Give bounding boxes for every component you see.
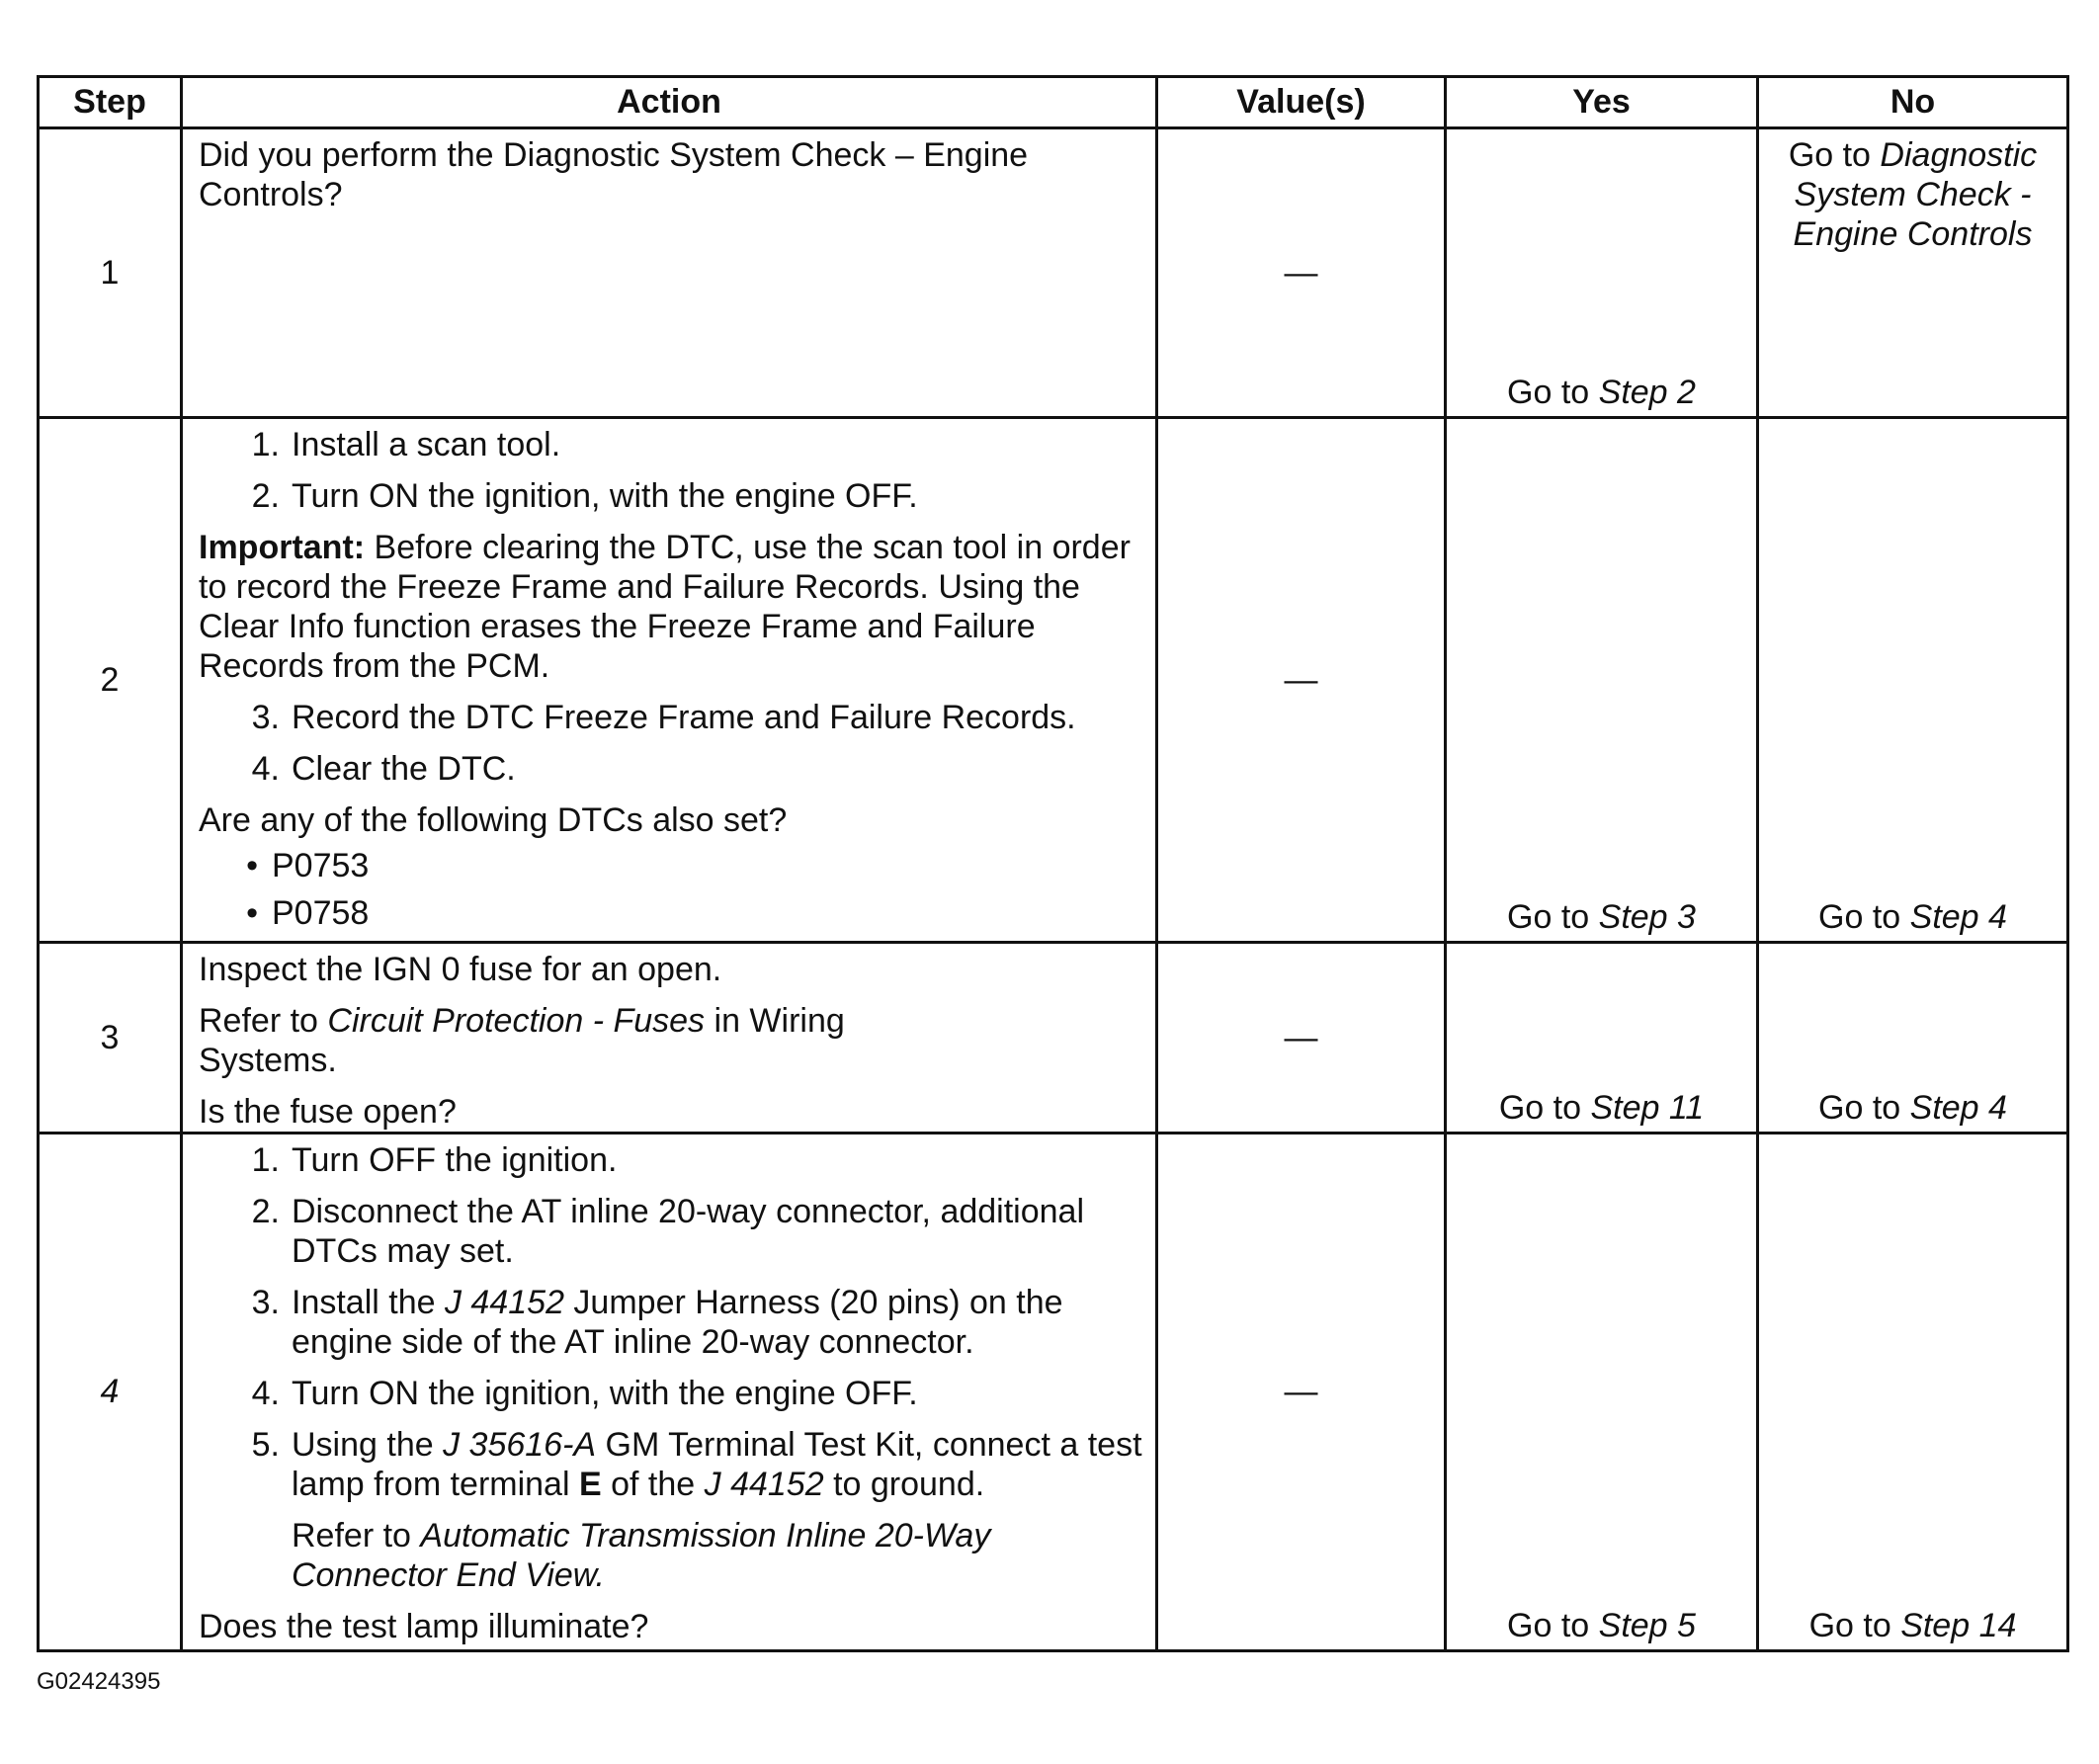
- yes-prefix: Go to: [1507, 374, 1599, 411]
- yes-cell: [1446, 128, 1758, 418]
- figure-id: G02424395: [37, 1668, 161, 1695]
- table-row: [39, 1134, 2068, 1651]
- diagnostic-table: [37, 75, 2069, 1652]
- table-row: [39, 128, 2068, 418]
- list-item: 3. Install the J 44152 Jumper Harness (20 pins) on the engine side of the AT inline 20-way connector.: [251, 1284, 1063, 1361]
- yes-cell: Go to Step 5: [1446, 1134, 1758, 1651]
- yes-step-link[interactable]: Step 11: [1590, 1089, 1705, 1127]
- yes-cell: Go to Step 3: [1446, 418, 1758, 943]
- step-number: 1: [39, 128, 182, 418]
- value-cell: —: [1157, 418, 1446, 943]
- table-row: [39, 943, 2068, 1134]
- yes-step-link[interactable]: Step 5: [1598, 1607, 1696, 1644]
- list-item: 4. Clear the DTC.: [251, 750, 516, 788]
- list-item: 4. Turn ON the ignition, with the engine OFF.: [251, 1375, 918, 1412]
- no-step-link[interactable]: Step 14: [1900, 1607, 2017, 1644]
- no-link-diagnostic-check[interactable]: Diagnostic System Check - Engine Controls: [1793, 136, 2038, 253]
- action-cell: [182, 418, 1157, 943]
- action-question: Are any of the following DTCs also set?: [199, 801, 788, 839]
- no-step-link[interactable]: Step 4: [1909, 898, 2007, 936]
- yes-cell: Go to Step 11: [1446, 943, 1758, 1134]
- action-cell: [182, 943, 1157, 1134]
- important-note: Important: Before clearing the DTC, use the scan tool in order to record the Freeze Frame and Failure Records. Using the Clear Info function erases the Freeze Frame and Failure Records from the PCM.: [199, 529, 1131, 685]
- header-step: Step: [39, 77, 182, 128]
- list-item: 5. Using the J 35616-A GM Terminal Test Kit, connect a test lamp from terminal E of the J 44152 to ground.: [251, 1426, 1142, 1503]
- action-text: Did you perform the Diagnostic System Check – Engine Controls?: [199, 136, 1029, 213]
- action-cell: [182, 128, 1157, 418]
- bullet-item: • P0758: [246, 894, 370, 932]
- action-text: Inspect the IGN 0 fuse for an open.: [199, 951, 722, 988]
- header-row: [39, 77, 2068, 128]
- list-item: 3. Record the DTC Freeze Frame and Failure Records.: [251, 699, 1076, 736]
- bullet-item: • P0753: [246, 847, 370, 884]
- refer-text: Refer to Circuit Protection - Fuses in Wiring Systems.: [199, 1002, 845, 1079]
- step-number: 3: [39, 943, 182, 1134]
- header-values: Value(s): [1157, 77, 1446, 128]
- value-cell: —: [1157, 128, 1446, 418]
- no-cell: Go to Step 4: [1758, 943, 2068, 1134]
- no-cell: Go to Step 4: [1758, 418, 2068, 943]
- list-item: 2. Disconnect the AT inline 20-way connector, additional DTCs may set.: [251, 1193, 1085, 1270]
- header-action: Action: [182, 77, 1157, 128]
- list-item: 1. Install a scan tool.: [251, 426, 561, 463]
- yes-step-link[interactable]: Step 3: [1598, 898, 1696, 936]
- list-item: 1. Turn OFF the ignition.: [251, 1141, 618, 1179]
- no-cell: [1758, 128, 2068, 418]
- value-cell: —: [1157, 943, 1446, 1134]
- header-no: No: [1758, 77, 2068, 128]
- header-yes: Yes: [1446, 77, 1758, 128]
- refer-text: Refer to Automatic Transmission Inline 20-Way Connector End View.: [292, 1517, 991, 1594]
- action-cell: [182, 1134, 1157, 1651]
- table-row: [39, 418, 2068, 943]
- list-item: 2. Turn ON the ignition, with the engine OFF.: [251, 477, 918, 515]
- step-number: 2: [39, 418, 182, 943]
- no-prefix: Go to: [1788, 136, 1881, 174]
- no-step-link[interactable]: Step 4: [1909, 1089, 2007, 1127]
- step-number: 4: [39, 1134, 182, 1651]
- action-question: Is the fuse open?: [199, 1093, 457, 1131]
- no-cell: Go to Step 14: [1758, 1134, 2068, 1651]
- yes-step-link[interactable]: Step 2: [1598, 374, 1696, 411]
- value-cell: —: [1157, 1134, 1446, 1651]
- action-question: Does the test lamp illuminate?: [199, 1608, 649, 1645]
